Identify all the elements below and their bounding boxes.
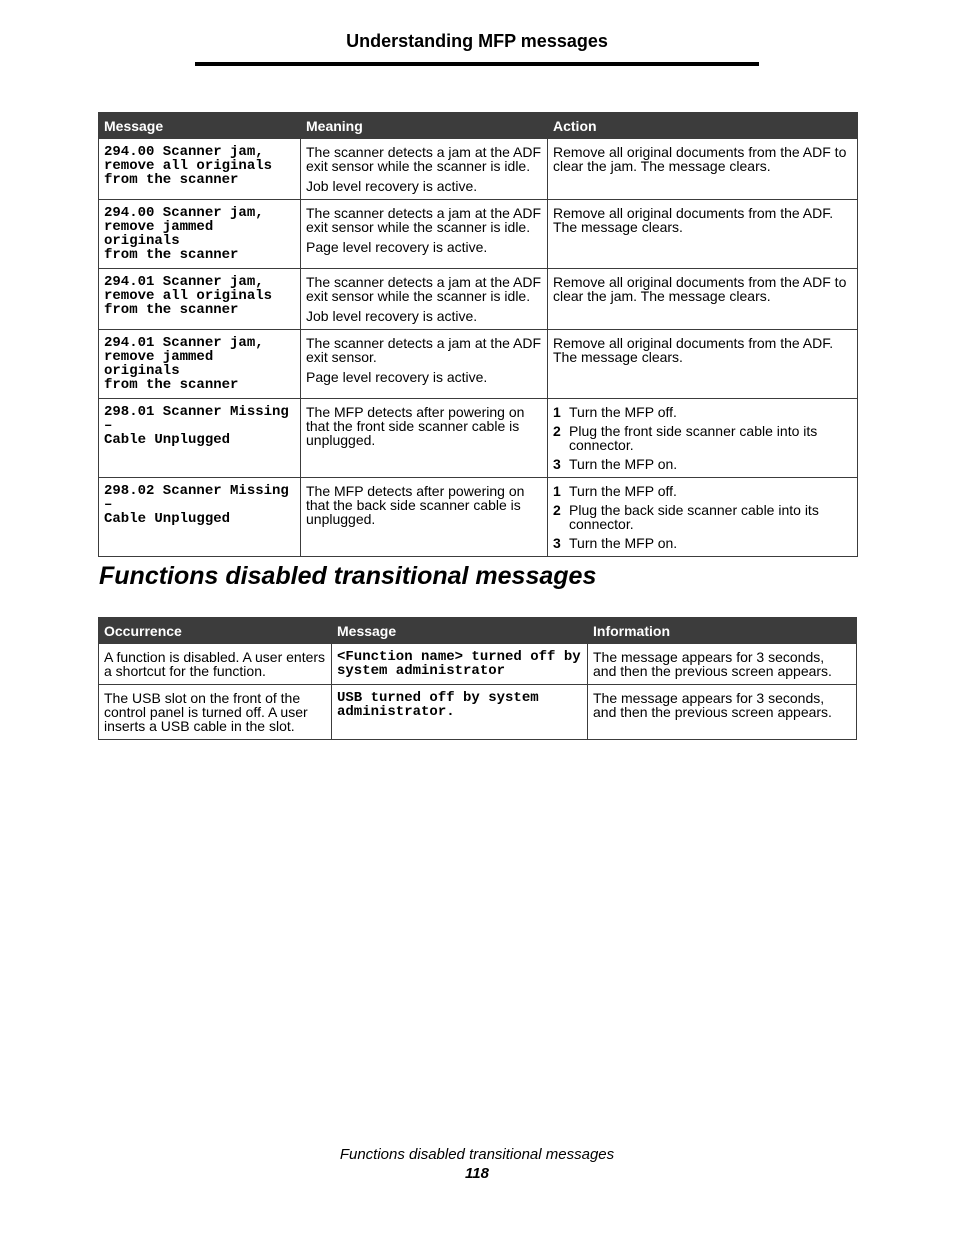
table-row <box>99 269 858 330</box>
action-text: Remove all original documents from the ADF to clear the jam. The message clears. <box>548 139 858 200</box>
step-number: 3 <box>553 535 561 551</box>
column-header-meaning: Meaning <box>301 113 548 139</box>
column-header-action: Action <box>548 113 858 139</box>
step-item <box>553 424 852 452</box>
table-row <box>99 478 858 557</box>
message-code: USB turned off by system administrator. <box>332 685 588 740</box>
column-header-occurrence: Occurrence <box>99 618 332 644</box>
message-code: 298.02 Scanner Missing – Cable Unplugged <box>99 478 301 557</box>
step-text: Plug the front side scanner cable into its connector. <box>569 423 818 453</box>
action-steps <box>548 399 858 478</box>
column-header-message: Message <box>332 618 588 644</box>
meaning-cell <box>301 330 548 399</box>
message-code: <Function name> turned off by system administrator <box>332 644 588 685</box>
section-heading: Functions disabled transitional messages <box>99 562 597 590</box>
meaning-cell <box>301 269 548 330</box>
table-row <box>99 644 857 685</box>
occurrence-text: The USB slot on the front of the control panel is turned off. A user inserts a USB cable in the slot. <box>99 685 332 740</box>
step-text: Turn the MFP off. <box>569 404 677 420</box>
meaning-text: The scanner detects a jam at the ADF exit sensor while the scanner is idle. <box>306 274 542 304</box>
meaning-text: The MFP detects after powering on that the front side scanner cable is unplugged. <box>301 399 548 478</box>
step-number: 3 <box>553 456 561 472</box>
occurrence-text: A function is disabled. A user enters a shortcut for the function. <box>99 644 332 685</box>
table-row <box>99 330 858 399</box>
column-header-information: Information <box>588 618 857 644</box>
step-item <box>553 536 852 550</box>
step-text: Turn the MFP on. <box>569 535 678 551</box>
meaning-text: The scanner detects a jam at the ADF exit sensor. <box>306 335 542 365</box>
table-header-row <box>99 113 858 139</box>
message-code: 298.01 Scanner Missing – Cable Unplugged <box>99 399 301 478</box>
table-row <box>99 685 857 740</box>
meaning-note: Job level recovery is active. <box>306 308 478 324</box>
step-text: Turn the MFP on. <box>569 456 678 472</box>
step-item <box>553 405 852 419</box>
step-number: 2 <box>553 502 561 518</box>
table-row <box>99 399 858 478</box>
meaning-note: Job level recovery is active. <box>306 178 478 194</box>
scanner-messages-table <box>98 112 858 557</box>
information-text: The message appears for 3 seconds, and then the previous screen appears. <box>588 685 857 740</box>
information-text: The message appears for 3 seconds, and then the previous screen appears. <box>588 644 857 685</box>
action-steps <box>548 478 858 557</box>
meaning-text: The scanner detects a jam at the ADF exit sensor while the scanner is idle. <box>306 144 542 174</box>
message-code: 294.01 Scanner jam, remove all originals from the scanner <box>99 269 301 330</box>
table-row <box>99 139 858 200</box>
step-number: 1 <box>553 404 561 420</box>
action-text: Remove all original documents from the ADF. The message clears. <box>548 330 858 399</box>
action-text: Remove all original documents from the ADF. The message clears. <box>548 200 858 269</box>
meaning-note: Page level recovery is active. <box>306 239 488 255</box>
meaning-text: The scanner detects a jam at the ADF exit sensor while the scanner is idle. <box>306 205 542 235</box>
meaning-note: Page level recovery is active. <box>306 369 488 385</box>
step-text: Turn the MFP off. <box>569 483 677 499</box>
message-code: 294.00 Scanner jam, remove jammed originals from the scanner <box>99 200 301 269</box>
meaning-cell <box>301 200 548 269</box>
message-code: 294.01 Scanner jam, remove jammed originals from the scanner <box>99 330 301 399</box>
page-number: 118 <box>465 1165 489 1182</box>
column-header-message: Message <box>99 113 301 139</box>
table-row <box>99 200 858 269</box>
meaning-cell <box>301 139 548 200</box>
meaning-text: The MFP detects after powering on that the back side scanner cable is unplugged. <box>301 478 548 557</box>
step-text: Plug the back side scanner cable into its connector. <box>569 502 819 532</box>
step-item <box>553 503 852 531</box>
message-code: 294.00 Scanner jam, remove all originals from the scanner <box>99 139 301 200</box>
header-rule <box>195 62 759 66</box>
action-text: Remove all original documents from the ADF to clear the jam. The message clears. <box>548 269 858 330</box>
page-header-title: Understanding MFP messages <box>346 31 608 51</box>
footer-title: Functions disabled transitional messages <box>339 1146 615 1163</box>
functions-disabled-table <box>98 617 857 740</box>
step-number: 1 <box>553 483 561 499</box>
table-header-row <box>99 618 857 644</box>
step-item <box>553 484 852 498</box>
step-item <box>553 457 852 471</box>
step-number: 2 <box>553 423 561 439</box>
